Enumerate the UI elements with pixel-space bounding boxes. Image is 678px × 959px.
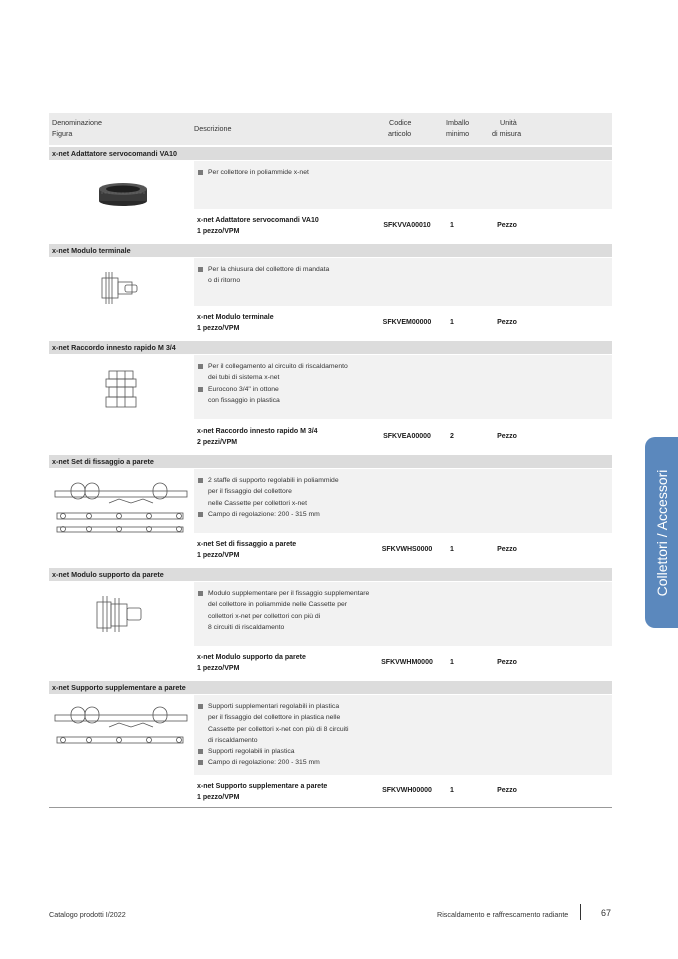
description-list (198, 588, 369, 633)
footer-divider (580, 904, 581, 920)
section-title: x-net Raccordo innesto rapido M 3/4 (49, 341, 612, 354)
unit: Pezzo (497, 787, 517, 794)
actuator-adapter-icon (49, 161, 192, 209)
section-title: x-net Supporto supplementare a parete (49, 681, 612, 694)
list-item: Supporti supplementari regolabili in plastica per il fissaggio del collettore in plastica nelle Cassette per collettori x-net con più di 8 circuiti di riscaldamento (198, 701, 349, 746)
order-pack: 2 pezzi/VPM (197, 439, 238, 446)
article-code: SFKVWHS0000 (381, 546, 433, 553)
order-name: x-net Raccordo innesto rapido M 3/4 (197, 428, 318, 435)
article-code: SFKVEA00000 (383, 433, 431, 440)
list-item: Per la chiusura del collettore di mandata o di ritorno (198, 264, 329, 287)
product-figure (49, 161, 192, 209)
section-title: x-net Modulo terminale (49, 244, 612, 257)
description-list (198, 701, 349, 769)
order-pack: 1 pezzo/VPM (197, 228, 240, 235)
list-item: Modulo supplementare per il fissaggio supplementare del collettore in poliammide nelle Cassette per collettori x-net per collettori con più di 8 circuiti di riscaldamento (198, 588, 369, 633)
article-code: SFKVWHM0000 (381, 659, 433, 666)
unit: Pezzo (497, 546, 517, 553)
section-title: x-net Adattatore servocomandi VA10 (49, 147, 612, 160)
header-unit-label: Unità (500, 118, 517, 127)
footer-catalog: Catalogo prodotti I/2022 (49, 910, 126, 919)
product-description (194, 469, 612, 533)
description-list (198, 361, 348, 406)
end-module-icon (49, 258, 192, 306)
description-list (198, 475, 339, 520)
product-figure (49, 582, 192, 646)
order-row (194, 308, 612, 339)
product-description (194, 582, 612, 646)
table-bottom-rule (49, 807, 612, 808)
header-figure-label: Figura (52, 129, 73, 138)
order-name: x-net Modulo terminale (197, 314, 274, 321)
side-chapter-tab (645, 437, 678, 628)
order-name: x-net Adattatore servocomandi VA10 (197, 217, 319, 224)
footer-section: Riscaldamento e raffrescamento radiante (437, 910, 569, 919)
order-row (194, 777, 612, 807)
order-pack: 1 pezzo/VPM (197, 794, 240, 801)
unit: Pezzo (497, 319, 517, 326)
article-code: SFKVEM00000 (382, 319, 432, 326)
header-code-label: Codice (389, 118, 412, 127)
min-pack: 1 (450, 222, 454, 229)
table-header (49, 113, 612, 145)
min-pack: 1 (450, 787, 454, 794)
article-code: SFKVWH00000 (382, 787, 432, 794)
section-title: x-net Set di fissaggio a parete (49, 455, 612, 468)
order-name: x-net Supporto supplementare a parete (197, 783, 328, 790)
order-pack: 1 pezzo/VPM (197, 325, 240, 332)
header-code-label-2: articolo (388, 129, 412, 138)
wall-bracket-set-icon (49, 469, 192, 533)
section-title: x-net Modulo supporto da parete (49, 568, 612, 581)
header-unit-label-2: di misura (492, 129, 522, 138)
header-name-label: Denominazione (52, 118, 102, 127)
list-item: Campo di regolazione: 200 - 315 mm (198, 757, 349, 768)
article-code: SFKVVA00010 (383, 222, 431, 229)
list-item: Campo di regolazione: 200 - 315 mm (198, 509, 339, 520)
product-figure (49, 355, 192, 419)
list-item: Per il collegamento al circuito di riscaldamento dei tubi di sistema x-net (198, 361, 348, 384)
order-name: x-net Set di fissaggio a parete (197, 541, 297, 548)
list-item: Per collettore in poliammide x-net (198, 167, 309, 178)
wall-bracket-supplementary-icon (49, 695, 192, 775)
order-name: x-net Modulo supporto da parete (197, 654, 306, 661)
side-chapter-label: Collettori / Accessori (653, 469, 670, 596)
min-pack: 2 (450, 433, 454, 440)
min-pack: 1 (450, 319, 454, 326)
list-item: Eurocono 3/4" in ottone con fissaggio in plastica (198, 384, 348, 407)
quick-coupling-icon (49, 355, 192, 419)
min-pack: 1 (450, 546, 454, 553)
product-description (194, 258, 612, 306)
order-pack: 1 pezzo/VPM (197, 665, 240, 672)
product-description (194, 161, 612, 209)
header-pack-label-2: minimo (446, 129, 470, 138)
order-row (194, 421, 612, 452)
description-list (198, 264, 329, 287)
product-figure (49, 695, 192, 775)
order-pack: 1 pezzo/VPM (197, 552, 240, 559)
order-row (194, 535, 612, 566)
description-list (198, 167, 309, 178)
header-pack-label: Imballo (446, 118, 470, 127)
page-number: 67 (601, 908, 612, 918)
list-item: Supporti regolabili in plastica (198, 746, 349, 757)
list-item: 2 staffe di supporto regolabili in poliammide per il fissaggio del collettore nelle Cassette per collettori x-net (198, 475, 339, 509)
min-pack: 1 (450, 659, 454, 666)
header-description-label: Descrizione (194, 124, 232, 133)
unit: Pezzo (497, 433, 517, 440)
product-description (194, 355, 612, 419)
order-row (194, 211, 612, 242)
unit: Pezzo (497, 659, 517, 666)
order-row (194, 648, 612, 679)
product-figure (49, 469, 192, 533)
product-description (194, 695, 612, 775)
product-figure (49, 258, 192, 306)
unit: Pezzo (497, 222, 517, 229)
wall-support-module-icon (49, 582, 192, 646)
